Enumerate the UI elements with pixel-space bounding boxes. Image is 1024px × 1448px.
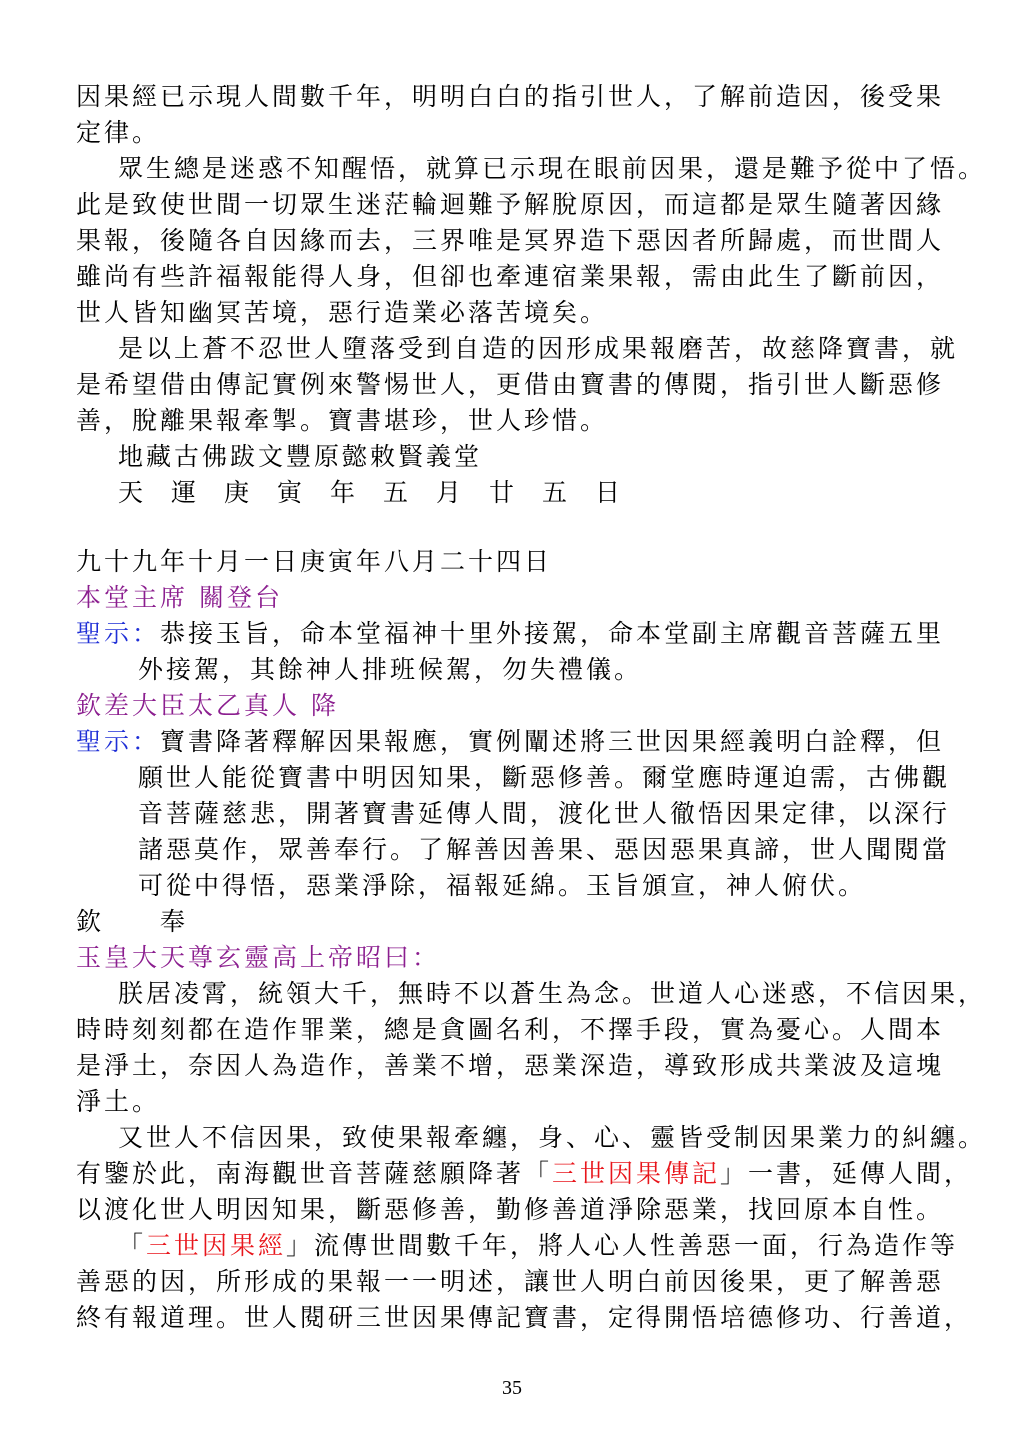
speaker-name: 玉皇大天尊玄靈高上帝昭曰： [76, 943, 441, 972]
text-line: 終有報道理。世人閱研三世因果傳記寶書，定得開悟培德修功、行善道， [76, 1303, 973, 1332]
text-line [118, 1229, 958, 1263]
book-title: 三世因果經 [146, 1231, 287, 1260]
text-line: 世人皆知幽冥苦境，惡行造業必落苦境矣。 [76, 298, 609, 327]
decree-text: 寶書降著釋解因果報應，實例闡述將三世因果經義明白詮釋，但 [160, 727, 945, 756]
text-line: 時時刻刻都在造作罪業，總是貪圖名利，不擇手段，實為憂心。人間本 [76, 1015, 945, 1044]
speaker-name: 本堂主席 關登台 [76, 583, 283, 612]
signature-date: 天運庚寅年五月廿五日 [118, 478, 649, 507]
text-line: 善，脫離果報牽掣。寶書堪珍，世人珍惜。 [76, 406, 609, 435]
text-line: 善惡的因，所形成的果報一一明述，讓世人明白前因後果，更了解善惡 [76, 1267, 945, 1296]
session-date: 九十九年十月一日庚寅年八月二十四日 [76, 547, 553, 576]
speaker-name: 欽差大臣太乙真人 降 [76, 691, 339, 720]
text-segment: 有鑒於此，南海觀世音菩薩慈願降著「 [76, 1159, 553, 1188]
text-segment: 」一書，延傳人間， [720, 1159, 973, 1188]
text-line: 是以上蒼不忍世人墮落受到自造的因形成果報磨苦，故慈降寶書，就 [118, 334, 959, 363]
text-line: 可從中得悟，惡業淨除，福報延綿。玉旨頒宣，神人俯伏。 [138, 871, 867, 900]
page-number: 35 [502, 1377, 522, 1399]
text-line: 果報，後隨各自因緣而去，三界唯是冥界造下惡因者所歸處，而世間人 [76, 226, 945, 255]
text-line: 是淨土，奈因人為造作，善業不增，惡業深造，導致形成共業波及這塊 [76, 1051, 945, 1080]
text-line [76, 1157, 972, 1191]
text-line: 又世人不信因果，致使果報牽纏，身、心、靈皆受制因果業力的糾纏。 [118, 1123, 987, 1152]
decree-line [76, 617, 944, 651]
text-line: 雖尚有些許福報能得人身，但卻也牽連宿業果報，需由此生了斷前因， [76, 262, 945, 291]
decree-label: 聖示： [76, 727, 161, 756]
text-line: 音菩薩慈悲，開著寶書延傳人間，渡化世人徹悟因果定律，以深行 [138, 799, 951, 828]
text-line: 因果經已示現人間數千年，明明白白的指引世人，了解前造因，後受果 [76, 82, 945, 111]
text-line: 願世人能從寶書中明因知果，斷惡修善。爾堂應時運迫需，古佛觀 [138, 763, 951, 792]
text-line: 淨土。 [76, 1087, 161, 1116]
text-line: 外接駕，其餘神人排班候駕，勿失禮儀。 [138, 655, 643, 684]
text-segment: 「 [118, 1231, 147, 1260]
text-line: 朕居凌霄，統領大千，無時不以蒼生為念。世道人心迷惑，不信因果， [118, 979, 987, 1008]
qin-feng: 欽 奉 [76, 907, 189, 936]
signature-author: 地藏古佛跋文豐原懿敕賢義堂 [118, 442, 483, 471]
text-line: 定律。 [76, 118, 161, 147]
text-line: 此是致使世間一切眾生迷茫輪迴難予解脫原因，而這都是眾生隨著因緣 [76, 190, 945, 219]
decree-label: 聖示： [76, 619, 161, 648]
decree-text: 恭接玉旨，命本堂福神十里外接駕，命本堂副主席觀音菩薩五里 [160, 619, 945, 648]
text-line: 諸惡莫作，眾善奉行。了解善因善果、惡因惡果真諦，世人聞閱當 [138, 835, 951, 864]
text-line: 以渡化世人明因知果，斷惡修善，勤修善道淨除惡業，找回原本自性。 [76, 1195, 945, 1224]
decree-line [76, 725, 944, 759]
text-segment: 」流傳世間數千年，將人心人性善惡一面，行為造作等 [286, 1231, 959, 1260]
book-title: 三世因果傳記 [552, 1159, 721, 1188]
text-line: 是希望借由傳記實例來警惕世人，更借由寶書的傳閱，指引世人斷惡修 [76, 370, 945, 399]
text-line: 眾生總是迷惑不知醒悟，就算已示現在眼前因果，還是難予從中了悟。 [118, 154, 987, 183]
